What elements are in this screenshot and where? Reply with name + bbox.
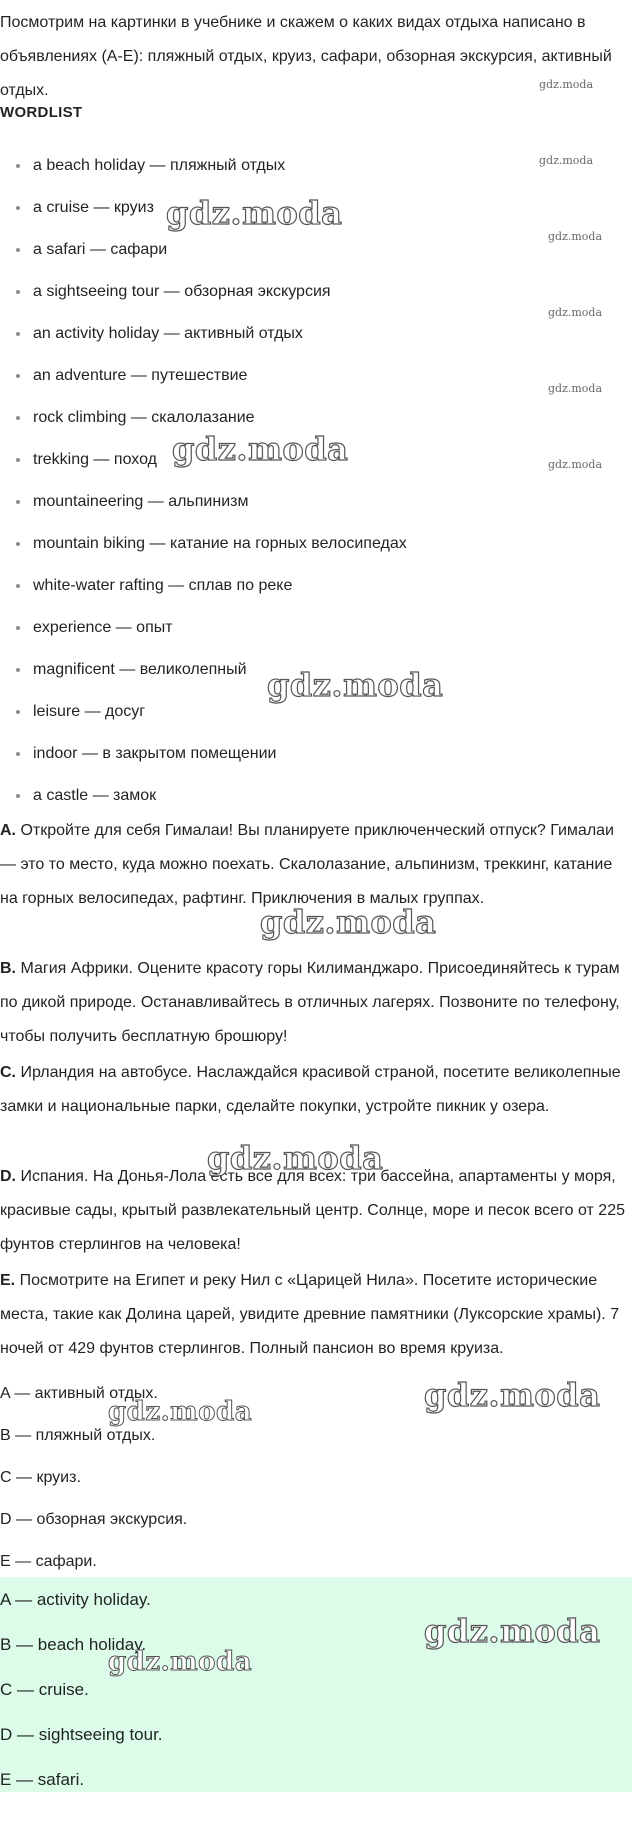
wordlist xyxy=(0,145,632,817)
wordlist-item xyxy=(0,775,632,817)
answers-english xyxy=(0,1583,163,1808)
bullet-icon xyxy=(16,458,20,462)
answer-line: A — активный отдых. xyxy=(0,1385,158,1402)
wordlist-item-text: magnificent — великолепный xyxy=(33,661,247,678)
watermark: gdz.moda xyxy=(539,78,594,91)
wordlist-item xyxy=(0,523,632,565)
wordlist-item-text: white-water rafting — сплав по реке xyxy=(33,577,293,594)
watermark: gdz.moda xyxy=(548,458,603,471)
advert-paragraph-e xyxy=(0,1264,630,1366)
advert-letter: D. xyxy=(0,1168,16,1185)
wordlist-heading: WORDLIST xyxy=(0,104,83,121)
bullet-icon xyxy=(16,668,20,672)
intro-text: Посмотрим на картинки в учебнике и скажем о каких видах отдыха написано в объявлениях (A-E): пляжный отдых, круиз, сафари, обзорная экскурсия, активный отдых. xyxy=(0,14,612,99)
bullet-icon xyxy=(16,500,20,504)
answer-line: E — сафари. xyxy=(0,1553,97,1570)
wordlist-item-text: mountaineering — альпинизм xyxy=(33,493,249,510)
wordlist-item-text: mountain biking — катание на горных велосипедах xyxy=(33,535,407,552)
watermark: gdz.moda xyxy=(548,306,603,319)
wordlist-item-text: trekking — поход xyxy=(33,451,157,468)
watermark: gdz.moda xyxy=(207,1139,384,1177)
bullet-icon xyxy=(16,584,20,588)
wordlist-item-text: rock climbing — скалолазание xyxy=(33,409,255,426)
advert-letter: B. xyxy=(0,960,16,977)
wordlist-item-text: a castle — замок xyxy=(33,787,157,804)
wordlist-item xyxy=(0,607,632,649)
watermark: gdz.moda xyxy=(267,666,444,704)
bullet-icon xyxy=(16,206,20,210)
wordlist-item xyxy=(0,355,632,397)
advert-text: Магия Африки. Оцените красоту горы Килиманджаро. Присоединяйтесь к турам по дикой природе. Останавливайтесь в отличных лагерях. Позвоните по телефону, чтобы получить бесплатную брошюру! xyxy=(0,960,620,1045)
advert-paragraph-a xyxy=(0,814,630,916)
wordlist-item-text: a safari — сафари xyxy=(33,241,168,258)
wordlist-item-text: leisure — досуг xyxy=(33,703,146,720)
answer-line: C — круиз. xyxy=(0,1469,81,1486)
advert-letter: A. xyxy=(0,822,16,839)
wordlist-item xyxy=(0,229,632,271)
watermark: gdz.moda xyxy=(108,1397,253,1427)
watermark: gdz.moda xyxy=(260,903,437,941)
wordlist-item xyxy=(0,145,632,187)
watermark: gdz.moda xyxy=(166,194,343,232)
advert-text: Ирландия на автобусе. Наслаждайся красивой страной, посетите великолепные замки и национальные парки, сделайте покупки, устройте пикник у озера. xyxy=(0,1064,621,1115)
wordlist-item xyxy=(0,481,632,523)
bullet-icon xyxy=(16,794,20,798)
bullet-icon xyxy=(16,374,20,378)
bullet-icon xyxy=(16,626,20,630)
watermark: gdz.moda xyxy=(539,154,594,167)
advert-paragraph-b xyxy=(0,952,630,1054)
advert-text: Испания. На Донья-Лола есть все для всех: три бассейна, апартаменты у моря, красивые сады, крытый развлекательный центр. Солнце, море и песок всего от 225 фунтов стерлингов на человека! xyxy=(0,1168,625,1253)
wordlist-item-text: an adventure — путешествие xyxy=(33,367,248,384)
wordlist-item-text: indoor — в закрытом помещении xyxy=(33,745,277,762)
advert-text: Посмотрите на Египет и реку Нил с «Царицей Нила». Посетите исторические места, такие как Долина царей, увидите древние памятники (Луксорские храмы). 7 ночей от 429 фунтов стерлингов. Полный пансион во время круиза. xyxy=(0,1272,620,1357)
bullet-icon xyxy=(16,416,20,420)
advert-paragraph-c xyxy=(0,1056,630,1124)
bullet-icon xyxy=(16,290,20,294)
wordlist-item xyxy=(0,313,632,355)
answer-line: B — пляжный отдых. xyxy=(0,1427,156,1444)
bullet-icon xyxy=(16,710,20,714)
watermark: gdz.moda xyxy=(424,1376,601,1414)
answer-line: E — safari. xyxy=(0,1770,85,1789)
answer-line: C — cruise. xyxy=(0,1680,89,1699)
watermark: gdz.moda xyxy=(424,1612,601,1650)
bullet-icon xyxy=(16,332,20,336)
watermark: gdz.moda xyxy=(548,382,603,395)
bullet-icon xyxy=(16,248,20,252)
wordlist-item-text: experience — опыт xyxy=(33,619,173,636)
wordlist-item xyxy=(0,271,632,313)
wordlist-item xyxy=(0,733,632,775)
bullet-icon xyxy=(16,164,20,168)
advert-letter: C. xyxy=(0,1064,16,1081)
answer-line: D — обзорная экскурсия. xyxy=(0,1511,188,1528)
wordlist-item-text: an activity holiday — активный отдых xyxy=(33,325,303,342)
watermark: gdz.moda xyxy=(108,1647,253,1677)
watermark: gdz.moda xyxy=(548,230,603,243)
advert-text: Откройте для себя Гималаи! Вы планируете приключенческий отпуск? Гималаи — это то место, куда можно поехать. Скалолазание, альпинизм, треккинг, катание на горных велосипедах, рафтинг. Приключения в малых группах. xyxy=(0,822,614,907)
advert-letter: E. xyxy=(0,1272,16,1289)
wordlist-item-text: a sightseeing tour — обзорная экскурсия xyxy=(33,283,331,300)
bullet-icon xyxy=(16,542,20,546)
wordlist-item-text: a cruise — круиз xyxy=(33,199,154,216)
wordlist-item xyxy=(0,565,632,607)
bullet-icon xyxy=(16,752,20,756)
answer-line: B — beach holiday. xyxy=(0,1635,147,1654)
answer-line: A — activity holiday. xyxy=(0,1590,151,1609)
watermark: gdz.moda xyxy=(172,430,349,468)
wordlist-item-text: a beach holiday — пляжный отдых xyxy=(33,157,286,174)
answer-line: D — sightseeing tour. xyxy=(0,1725,163,1744)
answer-box xyxy=(0,1577,632,1792)
